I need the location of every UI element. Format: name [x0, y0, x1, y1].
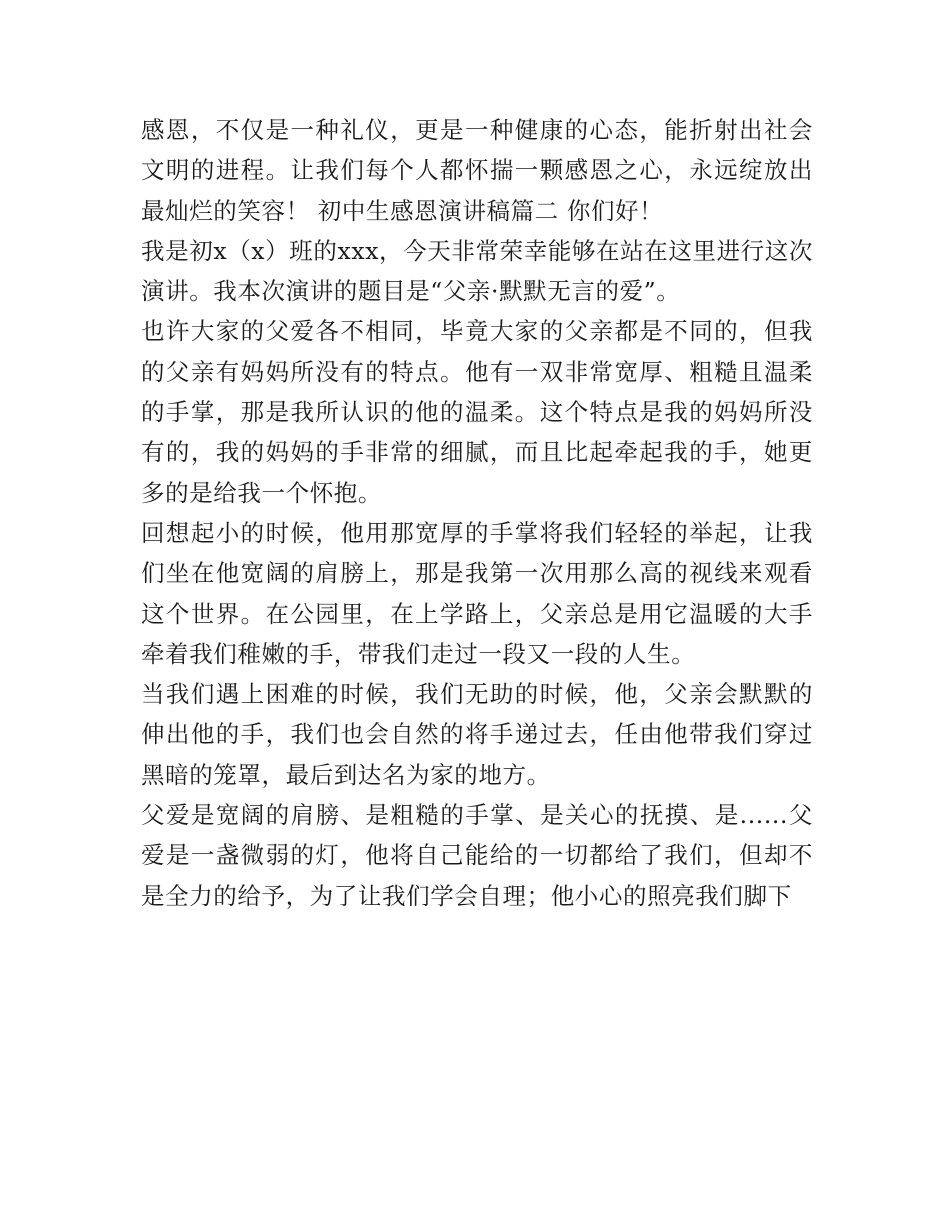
- paragraph-2: 我是初x（x）班的xxx，今天非常荣幸能够在站在这里进行这次演讲。我本次演讲的题目是“父亲·默默无言的爱”。: [141, 236, 813, 306]
- paragraph-1: 感恩，不仅是一种礼仪，更是一种健康的心态，能折射出社会文明的进程。让我们每个人都怀揣一颗感恩之心，永远绽放出最灿烂的笑容！ 初中生感恩演讲稿篇二 你们好！: [141, 116, 813, 225]
- paragraph-5: 当我们遇上困难的时候，我们无助的时候，他，父亲会默默的伸出他的手，我们也会自然的将手递过去，任由他带我们穿过黑暗的笼罩，最后到达名为家的地方。: [141, 680, 813, 789]
- paragraph-3: 也许大家的父爱各不相同，毕竟大家的父亲都是不同的，但我的父亲有妈妈所没有的特点。他有一双非常宽厚、粗糙且温柔的手掌，那是我所认识的他的温柔。这个特点是我的妈妈所没有的，我的妈妈的手非常的细腻，而且比起牵起我的手，她更多的是给我一个怀抱。: [141, 317, 813, 507]
- paragraph-6: 父爱是宽阔的肩膀、是粗糙的手掌、是关心的抚摸、是......父爱是一盏微弱的灯，他将自己能给的一切都给了我们，但却不是全力的给予，为了让我们学会自理；他小心的照亮我们脚下: [141, 801, 813, 910]
- document-body: [141, 110, 813, 916]
- paragraph-4: 回想起小的时候，他用那宽厚的手掌将我们轻轻的举起，让我们坐在他宽阔的肩膀上，那是我第一次用那么高的视线来观看这个世界。在公园里，在上学路上，父亲总是用它温暖的大手牵着我们稚嫩的手，带我们走过一段又一段的人生。: [141, 518, 813, 668]
